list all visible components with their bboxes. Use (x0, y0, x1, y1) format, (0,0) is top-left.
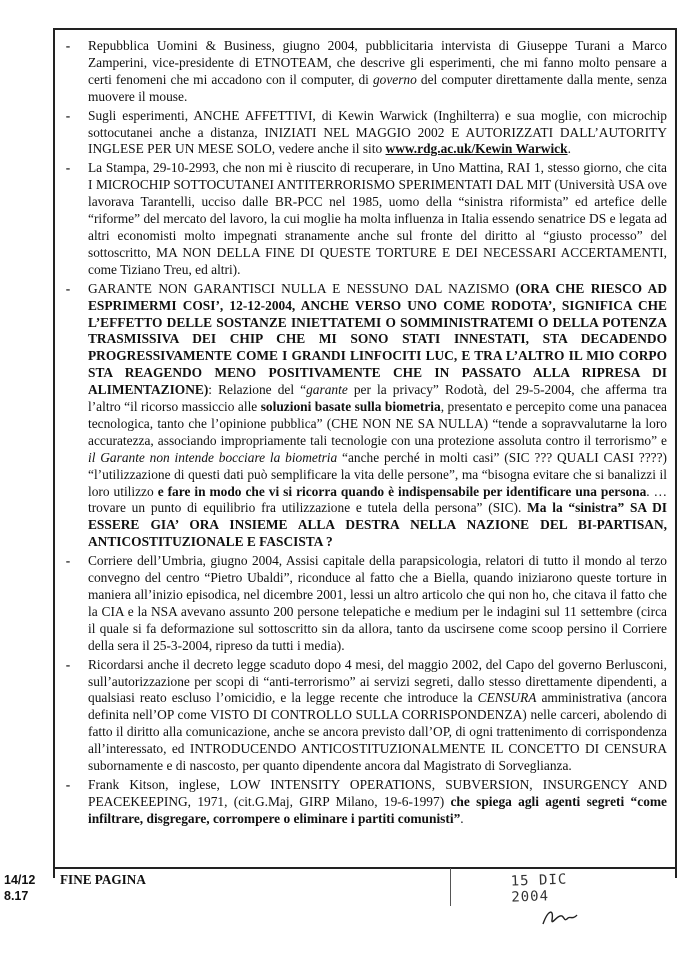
text-segment: garante (306, 382, 348, 398)
footer-timestamp (4, 872, 49, 904)
list-item (62, 777, 667, 828)
list-item (62, 38, 667, 106)
text-segment: “anche perché in molti casi” (SIC ??? QUALI CASI ????) “l’utilizzazione di questi dati può semplificare la vita delle persone”, ma “bisogna evitare che si banalizzi il loro utilizzo (88, 449, 667, 499)
date-stamp (450, 868, 601, 906)
bullet-dash-icon: - (65, 38, 71, 53)
footer-date: 14/12 (4, 873, 36, 887)
list-item (62, 108, 667, 159)
list-item (62, 657, 667, 775)
text-segment: e fare in modo che vi si ricorra quando è indispensabile per identificare una persona (157, 483, 647, 499)
text-segment: soluzioni basate sulla biometria (260, 399, 441, 415)
text-segment: CENSURA (477, 690, 537, 706)
text-segment: governo (372, 71, 417, 87)
bullet-dash-icon: - (65, 107, 71, 123)
signature-icon (540, 906, 580, 928)
text-segment: per la privacy” Rodotà, del 29-5-2004, che afferma tra l’altro “il ricorso massiccio alle (88, 382, 668, 415)
list-item (62, 553, 667, 654)
text-segment: il Garante non intende bocciare la biometria (88, 449, 338, 465)
text-segment: Ricordarsi anche il decreto legge scaduto dopo 4 mesi, del maggio 2002, del Capo del governo Berlusconi, sull’autorizzazione per scopi di “anti-terrorismo” ai servizi segreti, dallo stesso direttamente dipendenti, a qualsiasi reato escluso l’omicidio, e la legge recente che introduce la (88, 656, 667, 706)
bullet-dash-icon: - (65, 656, 71, 672)
text-segment: La Stampa, 29-10-2993, che non mi è riuscito di recuperare, in Uno Mattina, RAI 1, stesso giorno, che cita I MICROCHIP SOTTOCUTANEI ANTITERRORISMO SPERIMENTATI DAL MIT (Università USA ove lavorava Tarantelli, ucciso dalle BR-PCC nel 1985, uomo della “sinistra riformista” ed artefice delle “riforme” del mercato del lavoro, la cui moglie ha molta influenza in Italia essendo senatrice DS e legata ad altri economisti molto impegnati stranamente anche sul fronte del diritto al “giusto processo” del sottoscritto, MA NON DELLA FINE DI QUESTE TORTURE E DEI NECESSARI ACCERTAMENTI, come Tiziano Treu, ed altri). (88, 160, 667, 277)
text-segment: Corriere dell’Umbria, giugno 2004, Assisi capitale della parapsicologia, relatori di tutto il mondo al terzo convegno del centro “Pietro Ubaldi”, riconduce al fatto che a Biella, quando iniziarono queste torture in maniera all’inizio episodica, nel dicembre 2001, lessi un altro articolo che qui non ho, che citava il fatto che la CIA e la NSA avevano assunto 200 persone telepatiche e medium per le indagini sul 11 settembre (circa il quale si fa deformazione sul sottoscritto sin da allora, tanto da uscirsene come scoop persino il Corriere della sera il 25-3-2004, ripreso da tutti i media). (88, 553, 667, 653)
text-segment: Repubblica Uomini & Business, giugno 2004, pubblicitaria intervista di Giuseppe Turani a Marco Zamperini, vice-presidente di ETNOTEAM, che descrive gli esperimenti, che mi fanno molto pensare a certi fenomeni che mi accadono con il computer, di (88, 38, 667, 87)
text-segment: . … trovare un punto di equilibrio fra utilizzazione e tutela della persona” (SIC). (88, 483, 667, 516)
text-segment: www.rdg.ac.uk/Kewin Warwick (385, 141, 568, 157)
stamp-date: 15 DIC 2004 (510, 871, 568, 906)
end-of-page-label: FINE PAGINA (60, 872, 146, 887)
text-segment: (ORA CHE RIESCO AD ESPRIMERMI COSI’, 12-12-2004, ANCHE VERSO UNO COME RODOTA’, SIGNIFICA CHE L’EFFETTO DELLE SOSTANZE INIETTATEMI O SOMMINISTRATEMI O DELLA POTENZA TRASMISSIVA DEI CHIP CHE MI SONO STATI INNESTATI, STA DECADENDO PROGRESSIVAMENTE COME I GRANDI LINFOCITI LUC, E TRA L’ALTRO IL MIO CORPO STA REAGENDO MENO POSITIVAMENTE CHE IN PASSATO ALLA RIPRESA DI ALIMENTAZIONE) (88, 280, 668, 398)
text-segment: . (460, 810, 464, 826)
text-segment: amministrativa (ancora definita nell’OP come VISTO DI CONTROLLO SULLA CORRISPONDENZA) nelle carceri, abolendo di fatto il diritto alla comunicazione, anche se ancora previsto dall’OP, di ogni trattenimento di corrispondenza all’interessato, ed INTRODUCENDO ANTICOSTITUZIONALMENTE IL CONCETTO DI CENSURA subornamente e di nascosto, per quanto dipendente ancora dal Magistrato di Sorveglianza. (88, 690, 667, 774)
list-item (62, 281, 667, 552)
text-segment: GARANTE NON GARANTISCI NULLA E NESSUNO DAL NAZISMO (88, 280, 516, 296)
text-segment: : Relazione del “ (208, 382, 307, 398)
text-segment: Ma la “sinistra” SA DI ESSERE GIA’ ORA INSIEME ALLA DESTRA NELLA NAZIONE DEL BI-PARTISAN, ANTICOSTITUZIONALE E FASCISTA ? (88, 500, 667, 550)
bullet-dash-icon: - (65, 280, 71, 296)
list-item (62, 160, 667, 278)
text-segment: . (567, 141, 571, 157)
footer-time: 8.17 (4, 889, 29, 903)
text-segment: che spiega agli agenti segreti “come infiltrare, disgregare, corrompere o eliminare i partiti comunisti” (88, 793, 667, 826)
bullet-dash-icon: - (65, 553, 71, 569)
text-segment: Frank Kitson, inglese, LOW INTENSITY OPERATIONS, SUBVERSION, INSURGENCY AND PEACEKEEPING, 1971, (cit.G.Maj, GIRP Milano, 19-6-1997) (88, 776, 667, 809)
text-segment: del computer direttamente dalla mente, senza muovere il mouse. (88, 71, 667, 104)
text-segment: Sugli esperimenti, ANCHE AFFETTIVI, di Kewin Warwick (Inghilterra) e sua moglie, con microchip sottocutanei anche a distanza, INIZIATI NEL MAGGIO 2002 E AUTORIZZATI DALL’AUTORITY INGLESE PER UN MESE SOLO, vedere anche il sito (88, 107, 667, 157)
text-segment: , presentato e percepito come una panacea tecnologica, tanto che l’opinione pubblica” (CHE NON NE SA NULLA) “tende a sopravvalutarne la loro accuratezza, associando impropriamente tali tecnologie con una protezione assoluta contro il terrorismo” e (88, 399, 668, 448)
bullet-dash-icon: - (65, 776, 71, 792)
document-body (62, 38, 667, 830)
bullet-dash-icon: - (65, 160, 71, 176)
